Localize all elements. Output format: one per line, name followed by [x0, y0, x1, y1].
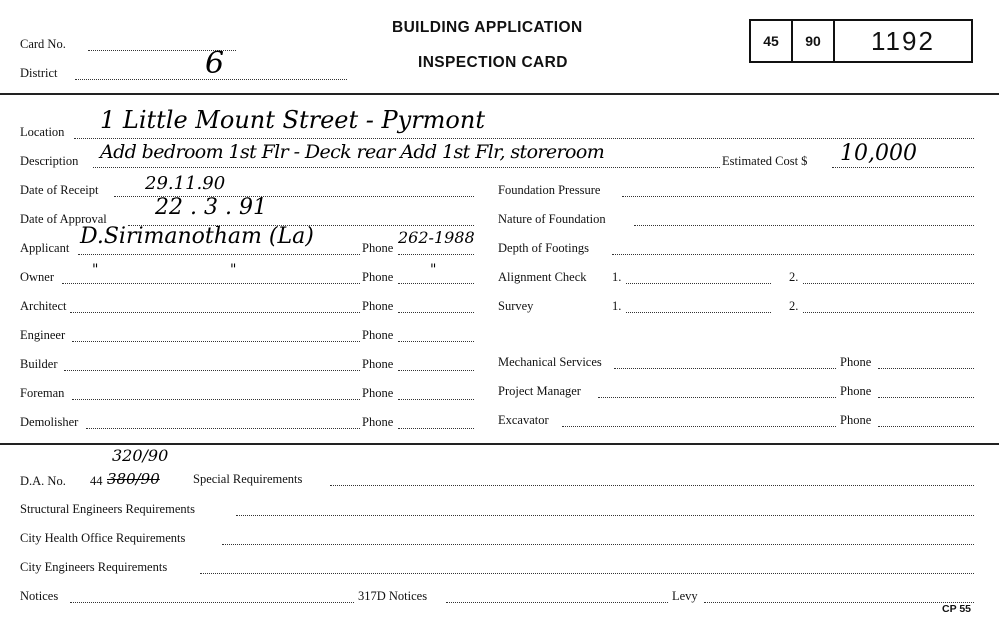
- da-no-label: D.A. No.: [20, 474, 66, 488]
- foreman-phone-label: Phone: [362, 386, 394, 400]
- engineer-field[interactable]: [72, 341, 360, 342]
- foundation-pressure-label: Foundation Pressure: [498, 183, 601, 197]
- project-manager-field[interactable]: [598, 397, 836, 398]
- title-line1: BUILDING APPLICATION: [392, 19, 583, 36]
- estimated-cost-value: 10,000: [840, 141, 917, 166]
- city-eng-field[interactable]: [200, 573, 974, 574]
- depth-footings-label: Depth of Footings: [498, 241, 589, 255]
- demolisher-phone-field[interactable]: [398, 428, 474, 429]
- estimated-cost-label: Estimated Cost $: [722, 154, 808, 168]
- structural-label: Structural Engineers Requirements: [20, 502, 195, 516]
- demolisher-field[interactable]: [86, 428, 360, 429]
- foreman-field[interactable]: [72, 399, 360, 400]
- mechanical-phone-label: Phone: [840, 355, 872, 369]
- owner-phone-label: Phone: [362, 270, 394, 284]
- nature-foundation-field[interactable]: [634, 225, 974, 226]
- file-number-part1: 45: [751, 21, 793, 61]
- project-manager-phone-label: Phone: [840, 384, 872, 398]
- notices-label: Notices: [20, 589, 59, 603]
- description-label: Description: [20, 154, 79, 168]
- survey-num-2: 2.: [789, 299, 799, 313]
- engineer-phone-field[interactable]: [398, 341, 474, 342]
- date-receipt-label: Date of Receipt: [20, 183, 99, 197]
- alignment-num-2: 2.: [789, 270, 799, 284]
- alignment-check-field-1[interactable]: [626, 283, 771, 284]
- notices-317d-label: 317D Notices: [358, 589, 428, 603]
- demolisher-label: Demolisher: [20, 415, 79, 429]
- levy-label: Levy: [672, 589, 698, 603]
- date-approval-value: 22 . 3 . 91: [155, 195, 267, 220]
- applicant-phone-value: 262-1988: [398, 228, 475, 247]
- structural-field[interactable]: [236, 515, 974, 516]
- mechanical-phone-field[interactable]: [878, 368, 974, 369]
- excavator-phone-label: Phone: [840, 413, 872, 427]
- foreman-label: Foreman: [20, 386, 65, 400]
- mechanical-services-field[interactable]: [614, 368, 836, 369]
- engineer-label: Engineer: [20, 328, 66, 342]
- applicant-value: D.Sirimanotham (La): [80, 224, 314, 249]
- title-line2: INSPECTION CARD: [418, 54, 568, 71]
- survey-field-2[interactable]: [803, 312, 974, 313]
- file-number-part3: 1192: [871, 25, 935, 56]
- file-number-box: [749, 19, 973, 63]
- builder-field[interactable]: [64, 370, 360, 371]
- notices-field[interactable]: [70, 602, 354, 603]
- alignment-check-label: Alignment Check: [498, 270, 587, 284]
- card-no-label: Card No.: [20, 37, 66, 51]
- engineer-phone-label: Phone: [362, 328, 394, 342]
- applicant-field[interactable]: [78, 254, 360, 255]
- architect-field[interactable]: [70, 312, 360, 313]
- estimated-cost-field[interactable]: [832, 167, 974, 168]
- location-value: 1 Little Mount Street - Pyrmont: [100, 106, 485, 134]
- builder-phone-field[interactable]: [398, 370, 474, 371]
- demolisher-phone-label: Phone: [362, 415, 394, 429]
- location-label: Location: [20, 125, 65, 139]
- health-field[interactable]: [222, 544, 974, 545]
- survey-num-1: 1.: [612, 299, 622, 313]
- date-receipt-value: 29.11.90: [145, 173, 226, 194]
- applicant-phone-field[interactable]: [398, 254, 474, 255]
- excavator-field[interactable]: [562, 426, 836, 427]
- header-divider: [0, 93, 999, 95]
- owner-label: Owner: [20, 270, 55, 284]
- description-value: Add bedroom 1st Flr - Deck rear Add 1st Flr, storeroom: [100, 141, 605, 163]
- owner-phone-value: ": [430, 262, 437, 278]
- location-field[interactable]: [74, 138, 974, 139]
- foundation-pressure-field[interactable]: [622, 196, 974, 197]
- district-value: 6: [205, 46, 225, 81]
- alignment-check-field-2[interactable]: [803, 283, 974, 284]
- da-value: 320/90: [112, 446, 169, 465]
- project-manager-phone-field[interactable]: [878, 397, 974, 398]
- special-req-label: Special Requirements: [193, 472, 303, 486]
- levy-field[interactable]: [704, 602, 974, 603]
- alignment-num-1: 1.: [612, 270, 622, 284]
- special-req-field[interactable]: [330, 485, 974, 486]
- foreman-phone-field[interactable]: [398, 399, 474, 400]
- applicant-label: Applicant: [20, 241, 70, 255]
- form-code: CP 55: [942, 603, 971, 615]
- excavator-label: Excavator: [498, 413, 549, 427]
- lower-divider: [0, 443, 999, 445]
- owner-field[interactable]: [62, 283, 360, 284]
- applicant-phone-label: Phone: [362, 241, 394, 255]
- excavator-phone-field[interactable]: [878, 426, 974, 427]
- builder-phone-label: Phone: [362, 357, 394, 371]
- da-prefix: 44: [90, 474, 103, 488]
- file-number-part2: 90: [793, 21, 835, 61]
- city-eng-label: City Engineers Requirements: [20, 560, 168, 574]
- district-label: District: [20, 66, 58, 80]
- builder-label: Builder: [20, 357, 58, 371]
- nature-foundation-label: Nature of Foundation: [498, 212, 606, 226]
- mechanical-services-label: Mechanical Services: [498, 355, 602, 369]
- owner-value-2: ": [230, 262, 237, 278]
- owner-value: ": [92, 262, 99, 278]
- architect-label: Architect: [20, 299, 67, 313]
- owner-phone-field[interactable]: [398, 283, 474, 284]
- project-manager-label: Project Manager: [498, 384, 581, 398]
- depth-footings-field[interactable]: [612, 254, 974, 255]
- date-approval-label: Date of Approval: [20, 212, 107, 226]
- survey-label: Survey: [498, 299, 534, 313]
- architect-phone-field[interactable]: [398, 312, 474, 313]
- architect-phone-label: Phone: [362, 299, 394, 313]
- da-struck-value: 380/90: [107, 470, 160, 488]
- notices-317d-field[interactable]: [446, 602, 668, 603]
- description-field[interactable]: [93, 167, 720, 168]
- health-label: City Health Office Requirements: [20, 531, 186, 545]
- survey-field-1[interactable]: [626, 312, 771, 313]
